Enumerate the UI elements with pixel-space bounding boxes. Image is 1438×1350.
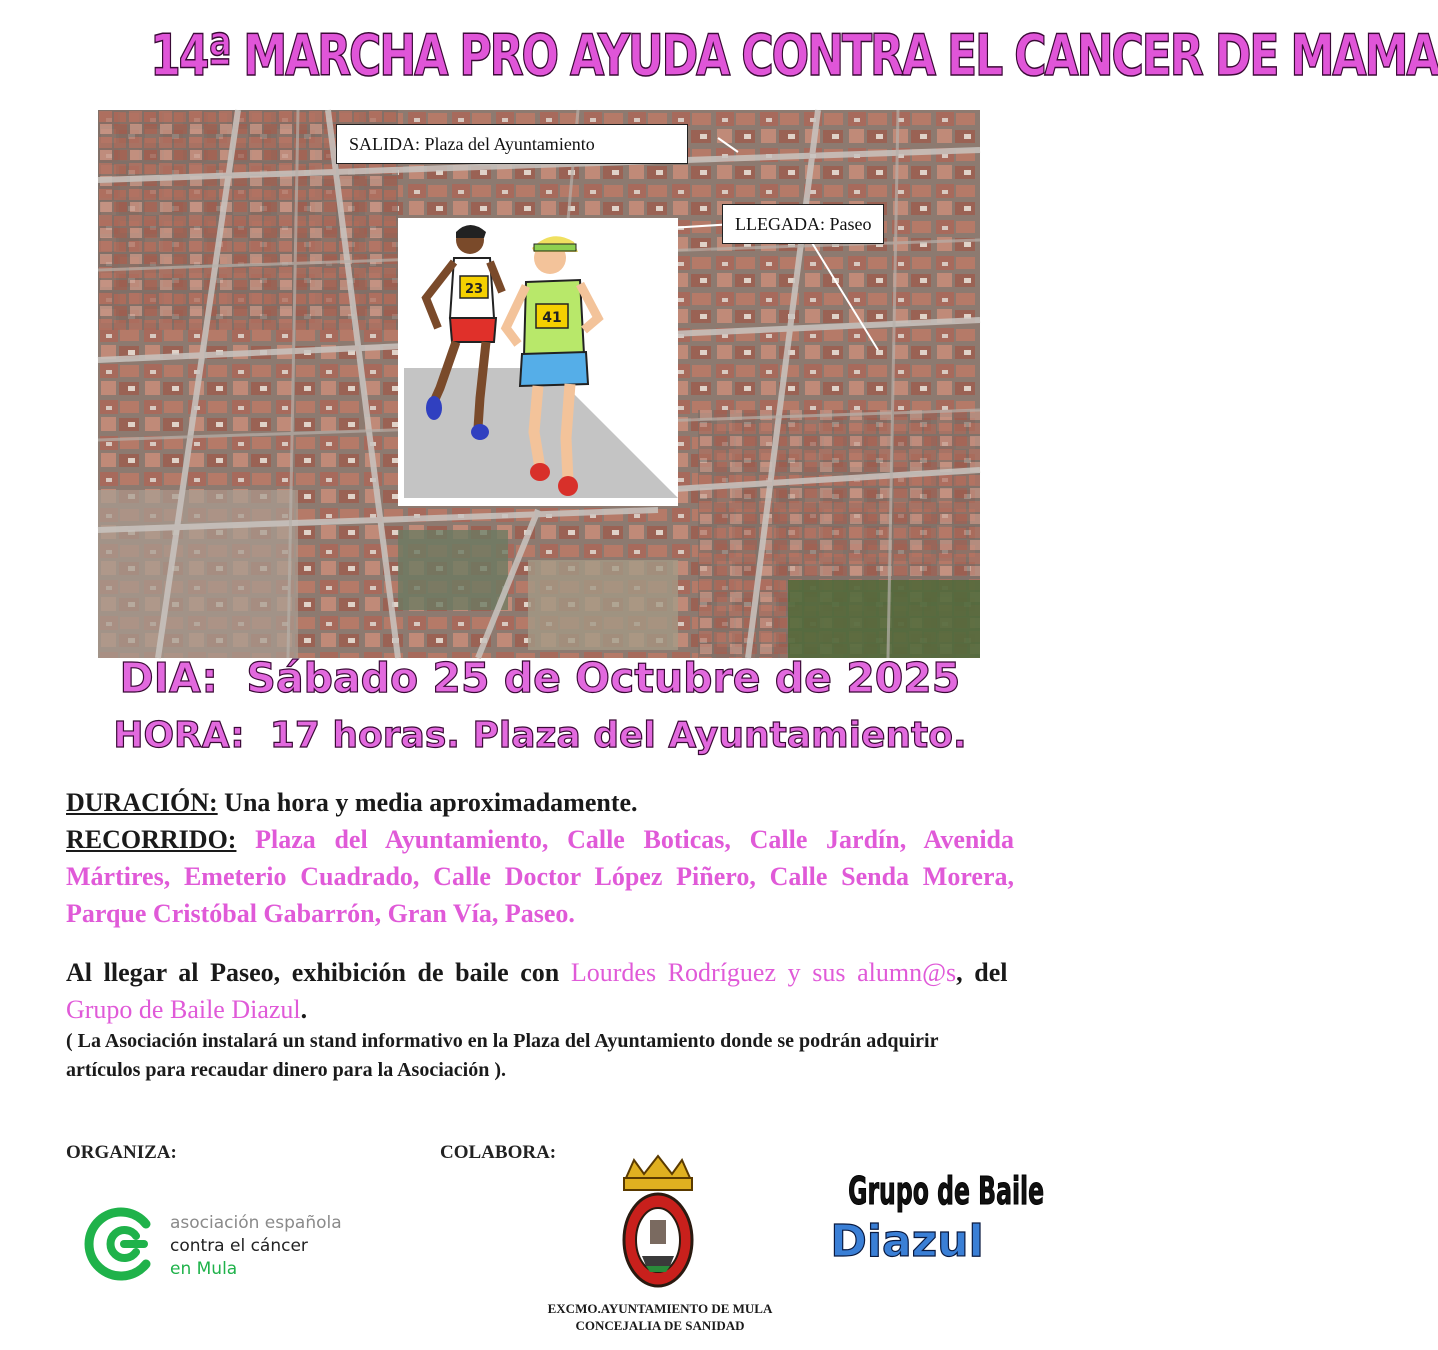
route-value: Plaza del Ayuntamiento, Calle Boticas, Calle Jardín, Avenida Mártires, Emeterio Cuadrado, Calle Doctor López Piñero, Calle Senda Morera, Parque Cristóbal Gabarrón, Gran Vía, Paseo. [66,825,1014,928]
time-label: HORA: [113,715,245,756]
duration-label: DURACIÓN: [66,788,218,817]
aecc-line1: asociación española [170,1213,342,1233]
ayuntamiento-label [520,1300,800,1334]
aecc-line2: contra el cáncer [170,1236,308,1256]
runners-icon [398,218,678,506]
diazul-line1: Grupo de Baile [848,1169,1045,1213]
bib-23: 23 [464,282,484,297]
diazul-logo [812,1166,1045,1268]
route-map [98,110,980,658]
arrival-paragraph [66,954,1014,1028]
runners-illustration [398,218,678,506]
event-date [40,650,1040,706]
arrival-mid: , del [956,958,1008,987]
aecc-logo-icon [84,1206,160,1282]
finish-callout: LLEGADA: Paseo [722,204,884,244]
mula-coat-of-arms-icon [616,1156,700,1290]
route-label: RECORRIDO: [66,825,237,854]
organiza-label: ORGANIZA: [66,1142,177,1163]
route-paragraph [66,821,1014,932]
aecc-line3: en Mula [170,1259,238,1279]
event-time [40,708,1040,764]
ayto-line1: EXCMO.AYUNTAMIENTO DE MULA [547,1301,773,1316]
arrival-end: . [300,995,308,1024]
start-callout: SALIDA: Plaza del Ayuntamiento [336,124,688,164]
time-value: 17 horas. Plaza del Ayuntamiento. [269,715,967,756]
duration-value: Una hora y media aproximadamente. [224,788,638,817]
duration-line [66,784,1014,821]
arrival-highlight: Lourdes Rodríguez y sus alumn@s [570,958,957,987]
day-value: Sábado 25 de Octubre de 2025 [246,654,961,702]
colabora-label: COLABORA: [440,1142,557,1163]
arrival-group: Grupo de Baile Diazul [66,995,301,1024]
arrival-text: Al llegar al Paseo, exhibición de baile con [66,958,560,987]
diazul-line2: Diazul [830,1216,984,1267]
ayto-line2: CONCEJALIA DE SANIDAD [575,1318,745,1333]
stand-note: ( La Asociación instalará un stand informativo en la Plaza del Ayuntamiento donde se podrán adquirir artículos para recaudar dinero para la Asociación ). [66,1030,939,1081]
aecc-logo-text [170,1212,342,1281]
day-label: DIA: [119,654,218,702]
bib-41: 41 [542,310,562,326]
page-title: 14ª MARCHA PRO AYUDA CONTRA EL CANCER DE MAMA [150,23,1438,89]
